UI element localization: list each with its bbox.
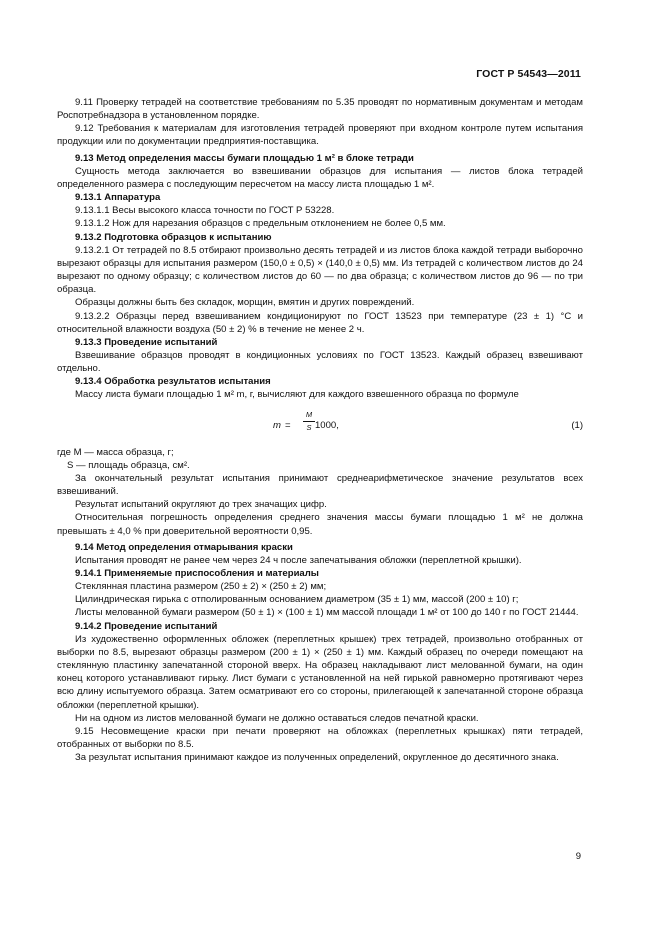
paragraph-9-13-1-2: 9.13.1.2 Нож для нарезания образцов с предельным отклонением не более 0,5 мм. <box>75 218 446 230</box>
document-code-header: ГОСТ Р 54543—2011 <box>476 68 581 80</box>
formula-lhs: m <box>273 419 281 431</box>
formula-number: (1) <box>571 419 583 431</box>
paragraph-9-11: 9.11 Проверку тетрадей на соответствие требованиям по 5.35 проводят по нормативным документам и методам Роспотребнадзора в установленном порядке. <box>57 97 583 122</box>
heading-9-13-1: 9.13.1 Аппаратура <box>75 192 161 204</box>
paragraph-9-13-1-1: 9.13.1.1 Весы высокого класса точности по ГОСТ Р 53228. <box>75 205 335 217</box>
heading-9-14: 9.14 Метод определения отмарывания краски <box>75 541 293 553</box>
paragraph-error: Относительная погрешность определения среднего значения массы бумаги площадью 1 м² не должна превышать ± 4,0 % при доверительной вероятности 0,95. <box>57 512 583 537</box>
fraction-bar <box>303 421 315 422</box>
paragraph-glass-plate: Стеклянная пластина размером (250 ± 2) × (250 ± 2) мм; <box>75 581 327 593</box>
heading-9-13-4: 9.13.4 Обработка результатов испытания <box>75 376 271 388</box>
page-number: 9 <box>575 851 581 862</box>
paragraph-test-timing: Испытания проводят не ранее чем через 24 ч после запечатывания обложки (переплетной крышки). <box>75 554 522 566</box>
paragraph-samples-condition: Образцы должны быть без складок, морщин, вмятин и других повреждений. <box>75 297 415 309</box>
paragraph-method-essence: Сущность метода заключается во взвешивании образцов для испытания — листов блока тетрадей определенного размера с последующим пересчетом на массу листа площадью 1 м². <box>57 165 583 190</box>
paragraph-9-13-2-2: 9.13.2.2 Образцы перед взвешиванием кондиционируют по ГОСТ 13523 при температуре (23 ± 1) °С и относительной влажности воздуха (50 ± 2) % в течение не менее 2 ч. <box>57 310 583 335</box>
paragraph-formula-intro: Массу листа бумаги площадью 1 м² m, г, вычисляют для каждого взвешенного образца по формуле <box>75 389 519 401</box>
paragraph-9-13-2-1: 9.13.2.1 От тетрадей по 8.5 отбирают произвольно десять тетрадей и из листов блока каждой тетради выборочно вырезают образцы для испытания размером (150,0 ± 0,5) × (140,0 ± 0,5) мм. Из тетрадей с количеством листов до 24 вырезают по одному образцу; с количеством листов до 60 — по два образца; с количеством листов до 96 — по три образца. <box>57 244 583 296</box>
where-area: S — площадь образца, см². <box>67 459 190 471</box>
paragraph-9-15: 9.15 Несовмещение краски при печати проверяют на обложках (переплетных крышках) пяти тетрадей, отобранных от выборки по 8.5. <box>57 725 583 751</box>
paragraph-coated-paper: Листы мелованной бумаги размером (50 ± 1) × (100 ± 1) мм массой площади 1 м² от 100 до 140 г по ГОСТ 21444. <box>75 607 579 619</box>
paragraph-test-procedure: Из художественно оформленных обложек (переплетных крышек) трех тетрадей, произвольно отобранных от выборки по 8.5, вырезают образцы размером (200 ± 1) × (250 ± 1) мм. Каждый образец по очереди помещают на стеклянную пластинку запечатанной стороной вверх. На образец накладывают лист мелованной бумаги, на один конец которого устанавливают гирьку. Лист бумаги с установленной на ней гирькой равномерно протягивают через всю длину испытуемого образца. Затем осматривают его со стороны, прилегающей к запечатанной стороне образца обложки (переплетной крышки). <box>57 633 583 711</box>
heading-9-13-2: 9.13.2 Подготовка образцов к испытанию <box>75 231 272 243</box>
formula-1 <box>57 410 583 440</box>
paragraph-no-traces: Ни на одном из листов мелованной бумаги не должно оставаться следов печатной краски. <box>75 712 479 724</box>
heading-9-13-3: 9.13.3 Проведение испытаний <box>75 336 218 348</box>
formula-denominator: S <box>306 422 312 432</box>
heading-9-14-2: 9.14.2 Проведение испытаний <box>75 620 218 632</box>
paragraph-result-rounding: За результат испытания принимают каждое из полученных определений, округленное до десятичного знака. <box>75 752 559 764</box>
formula-numerator: M <box>305 409 313 419</box>
paragraph-rounding: Результат испытаний округляют до трех значащих цифр. <box>75 499 327 511</box>
paragraph-final-result: За окончательный результат испытания принимают среднеарифметическое значение результатов всех взвешиваний. <box>57 472 583 498</box>
formula-factor: 1000, <box>315 419 339 431</box>
formula-fraction <box>303 410 315 433</box>
paragraph-weight: Цилиндрическая гирька с отполированным основанием диаметром (35 ± 1) мм, массой (200 ± 10) г; <box>75 594 519 606</box>
paragraph-weighing: Взвешивание образцов проводят в кондиционных условиях по ГОСТ 13523. Каждый образец взвешивают отдельно. <box>57 349 583 375</box>
paragraph-9-12: 9.12 Требования к материалам для изготовления тетрадей проверяют при входном контроле путем испытания продукции или по документации предприятия-поставщика. <box>57 123 583 148</box>
formula-equals: = <box>285 419 291 431</box>
document-body <box>57 96 583 764</box>
heading-9-14-1: 9.14.1 Применяемые приспособления и материалы <box>75 568 319 579</box>
heading-9-13: 9.13 Метод определения массы бумаги площадью 1 м² в блоке тетради <box>75 152 414 164</box>
where-mass: где M — масса образца, г; <box>57 446 174 458</box>
